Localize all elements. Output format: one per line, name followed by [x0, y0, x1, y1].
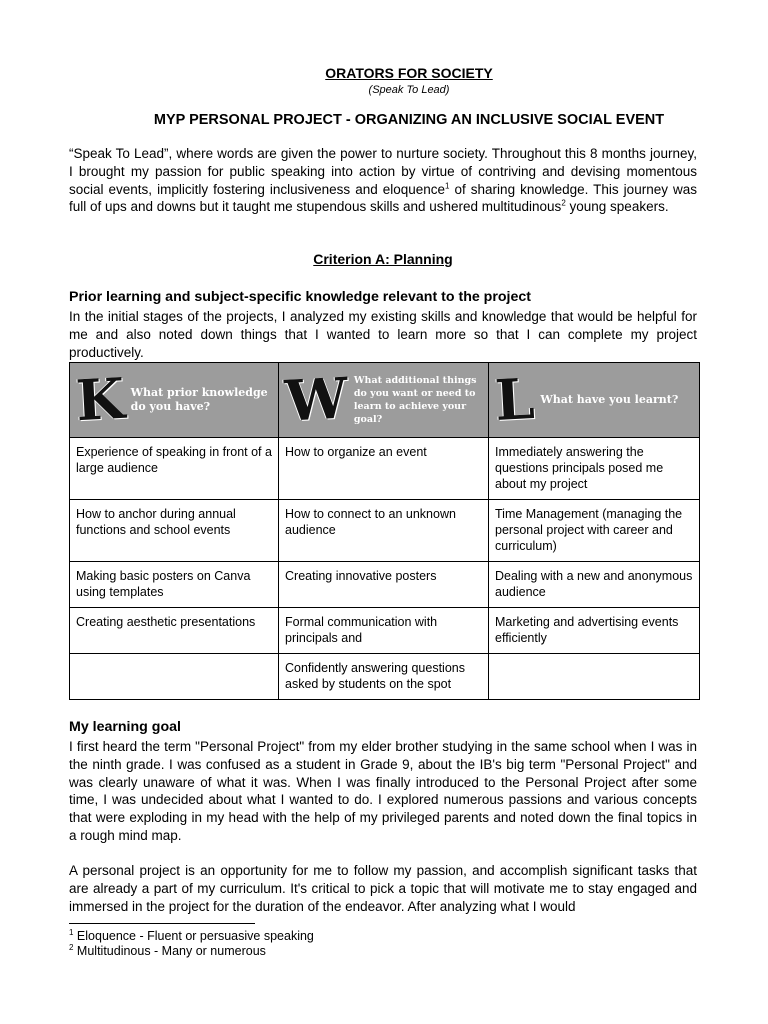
- kwl-header-w: [279, 363, 489, 438]
- footnote-divider: [69, 923, 255, 924]
- document-title: ORATORS FOR SOCIETY: [325, 65, 493, 81]
- table-row: [70, 608, 700, 654]
- intro-text-a: “Speak To Lead”, where words are given the power to nurture society. Throughout this 8 months journey, I brought my passion for public speaking into action by virtue of contriving and devising momentous social events, implicitly fostering inclusiveness and eloquence: [69, 146, 697, 197]
- table-row: [70, 500, 700, 562]
- table-cell: Making basic posters on Canva using templates: [70, 562, 279, 608]
- table-cell: How to organize an event: [279, 438, 489, 500]
- table-cell: Time Management (managing the personal project with career and curriculum): [489, 500, 700, 562]
- learning-goal-paragraph-1: I first heard the term "Personal Project" from my elder brother studying in the same school when I was in the ninth grade. I was confused as a student in Grade 9, about the IB's big term "Personal Project" and was clearly unaware of what it was. When I was finally introduced to the Personal Project after some time, I was undecided about what I wanted to do. I explored numerous passions and various concepts that were exploding in my head with the help of my privileged parents and noted down the final topics in a rough mind map.: [69, 739, 697, 843]
- table-cell: Dealing with a new and anonymous audience: [489, 562, 700, 608]
- intro-paragraph: [69, 145, 697, 216]
- table-cell: Confidently answering questions asked by students on the spot: [279, 654, 489, 700]
- table-cell: Creating innovative posters: [279, 562, 489, 608]
- table-row: [70, 562, 700, 608]
- table-row: [70, 438, 700, 500]
- learning-goal-heading: My learning goal: [69, 719, 181, 735]
- footnote-text: Eloquence - Fluent or persuasive speaking: [73, 929, 314, 943]
- kwl-header-row: [70, 363, 700, 438]
- table-cell: Creating aesthetic presentations: [70, 608, 279, 654]
- prior-learning-paragraph: In the initial stages of the projects, I analyzed my existing skills and knowledge that would be helpful for me and also noted down things that I wanted to learn more so that I can complete my project productively.: [69, 309, 697, 360]
- intro-text-b: of sharing knowledge. This journey was full of ups and downs but it taught me stupendous skills and ushered multitudinous: [69, 181, 697, 215]
- footnote-1: [69, 929, 314, 943]
- l-question: What have you learnt?: [540, 393, 679, 406]
- table-cell: Experience of speaking in front of a large audience: [70, 438, 279, 500]
- k-question: What prior knowledge do you have?: [130, 386, 268, 413]
- kwl-header-l: [489, 363, 700, 438]
- project-heading: MYP PERSONAL PROJECT - ORGANIZING AN INCLUSIVE SOCIAL EVENT: [153, 112, 665, 128]
- w-letter-graphic: W: [283, 365, 350, 435]
- table-cell: Formal communication with principals and: [279, 608, 489, 654]
- learning-goal-paragraph-2: A personal project is an opportunity for me to follow my passion, and accomplish significant tasks that are already a part of my curriculum. It's critical to pick a topic that will motivate me to stay engaged and immersed in the project for the duration of the endeavor. After analyzing what I would: [69, 863, 697, 914]
- footnote-number: 1: [69, 927, 74, 937]
- intro-text-c: young speakers.: [565, 199, 669, 215]
- criterion-heading: Criterion A: Planning: [313, 251, 453, 267]
- w-question: What additional things do you want or need to learn to achieve your goal?: [353, 375, 477, 425]
- footnote-ref-1: 1: [445, 181, 450, 191]
- table-cell: How to connect to an unknown audience: [279, 500, 489, 562]
- document-subtitle: (Speak To Lead): [368, 84, 450, 96]
- k-letter-graphic: K: [74, 365, 127, 435]
- footnote-2: [69, 944, 266, 958]
- kwl-table: [69, 362, 700, 700]
- table-cell: Immediately answering the questions principals posed me about my project: [489, 438, 700, 500]
- table-row: [70, 654, 700, 700]
- footnote-ref-2: 2: [561, 198, 566, 208]
- l-letter-graphic: L: [493, 366, 537, 434]
- table-cell: Marketing and advertising events efficiently: [489, 608, 700, 654]
- footnote-number: 2: [69, 942, 74, 952]
- footnote-text: Multitudinous - Many or numerous: [73, 944, 266, 958]
- table-cell: [489, 654, 700, 700]
- prior-learning-heading: Prior learning and subject-specific knowledge relevant to the project: [69, 289, 531, 305]
- table-cell: [70, 654, 279, 700]
- kwl-header-k: [70, 363, 279, 438]
- table-cell: How to anchor during annual functions and school events: [70, 500, 279, 562]
